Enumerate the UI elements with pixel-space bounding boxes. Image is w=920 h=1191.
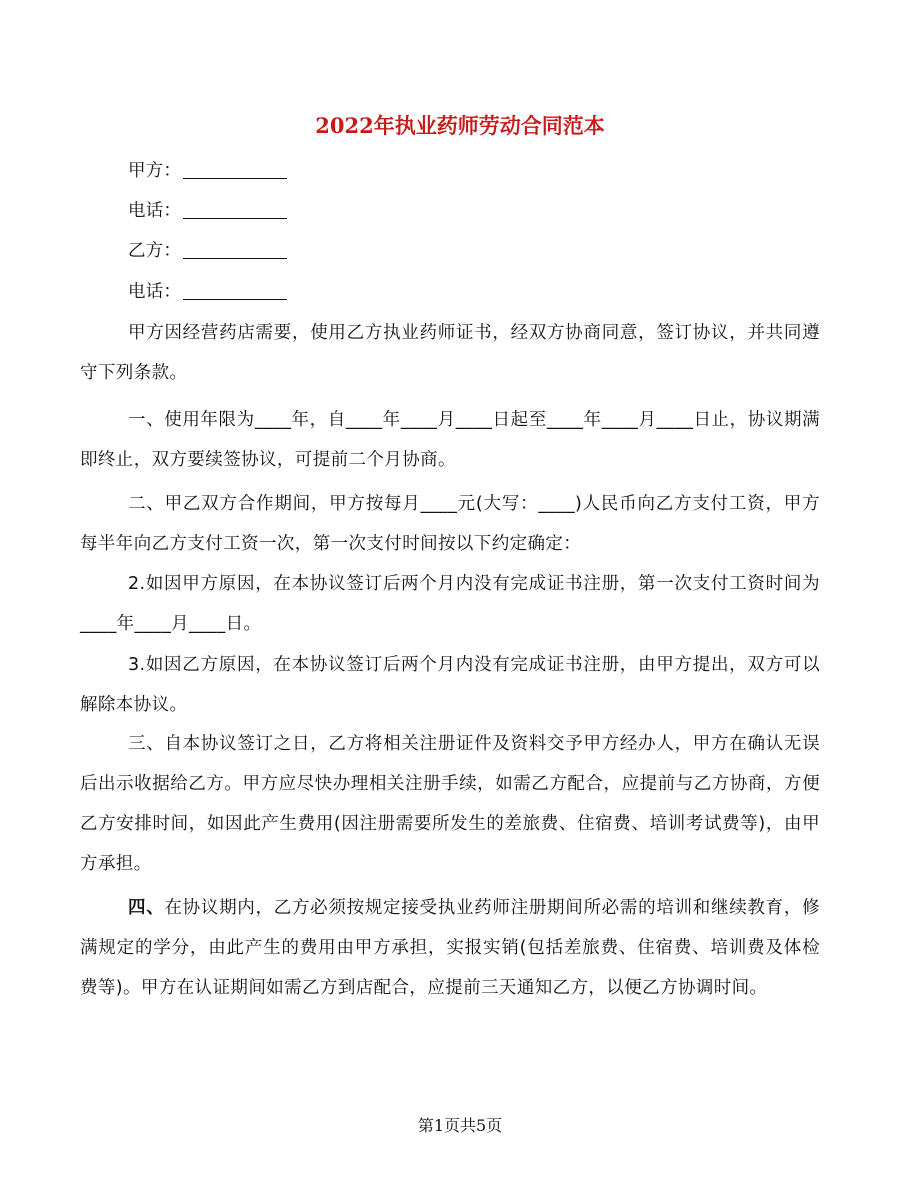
field-label: 乙方： bbox=[128, 241, 182, 261]
paragraph-body: 在协议期内，乙方必须按规定接受执业药师注册期间所必需的培训和继续教育，修满规定的学分，由此产生的费用由甲方承担，实报实销(包括差旅费、住宿费、培训费及体检费等)。甲方在认证期间如需乙方到店配合，应提前三天通知乙方，以便乙方协调时间。 bbox=[80, 898, 820, 998]
blank-line bbox=[183, 200, 287, 219]
paragraph-term: 一、使用年限为____年，自____年____月____日起至____年____月____日止，协议期满即终止，双方要续签协议，可提前二个月协商。 bbox=[80, 410, 820, 470]
paragraph-clause-3: 3.如因乙方原因，在本协议签订后两个月内没有完成证书注册，由甲方提出，双方可以解除本协议。 bbox=[80, 655, 820, 715]
paragraph-intro: 甲方因经营药店需要，使用乙方执业药师证书，经双方协商同意，签订协议，并共同遵守下列条款。 bbox=[80, 323, 820, 383]
blank-line bbox=[183, 240, 287, 259]
paragraph-salary: 二、甲乙双方合作期间，甲方按每月____元(大写：____)人民币向乙方支付工资，甲方每半年向乙方支付工资一次，第一次支付时间按以下约定确定： bbox=[80, 494, 820, 554]
field-party-a bbox=[128, 157, 287, 185]
blank-line bbox=[183, 281, 287, 300]
field-label: 电话： bbox=[128, 201, 182, 221]
paragraph-training bbox=[80, 888, 820, 1008]
paragraph-heading: 四、 bbox=[128, 898, 165, 918]
paragraph-registration: 三、自本协议签订之日，乙方将相关注册证件及资料交予甲方经办人，甲方在确认无误后出示收据给乙方。甲方应尽快办理相关注册手续，如需乙方配合，应提前与乙方协商，方便乙方安排时间，如因此产生费用(因注册需要所发生的差旅费、住宿费、培训考试费等)，由甲方承担。 bbox=[80, 734, 820, 874]
paragraph-clause-2: 2.如因甲方原因，在本协议签订后两个月内没有完成证书注册，第一次支付工资时间为____年____月____日。 bbox=[80, 574, 820, 634]
field-phone-a bbox=[128, 197, 287, 225]
field-party-b bbox=[128, 237, 287, 265]
page-footer: 第1页共5页 bbox=[417, 1116, 503, 1135]
field-label: 甲方： bbox=[128, 161, 182, 181]
page-title: 2022年执业药师劳动合同范本 bbox=[315, 113, 605, 138]
blank-line bbox=[183, 160, 287, 179]
field-phone-b bbox=[128, 278, 287, 306]
field-label: 电话： bbox=[128, 282, 182, 302]
